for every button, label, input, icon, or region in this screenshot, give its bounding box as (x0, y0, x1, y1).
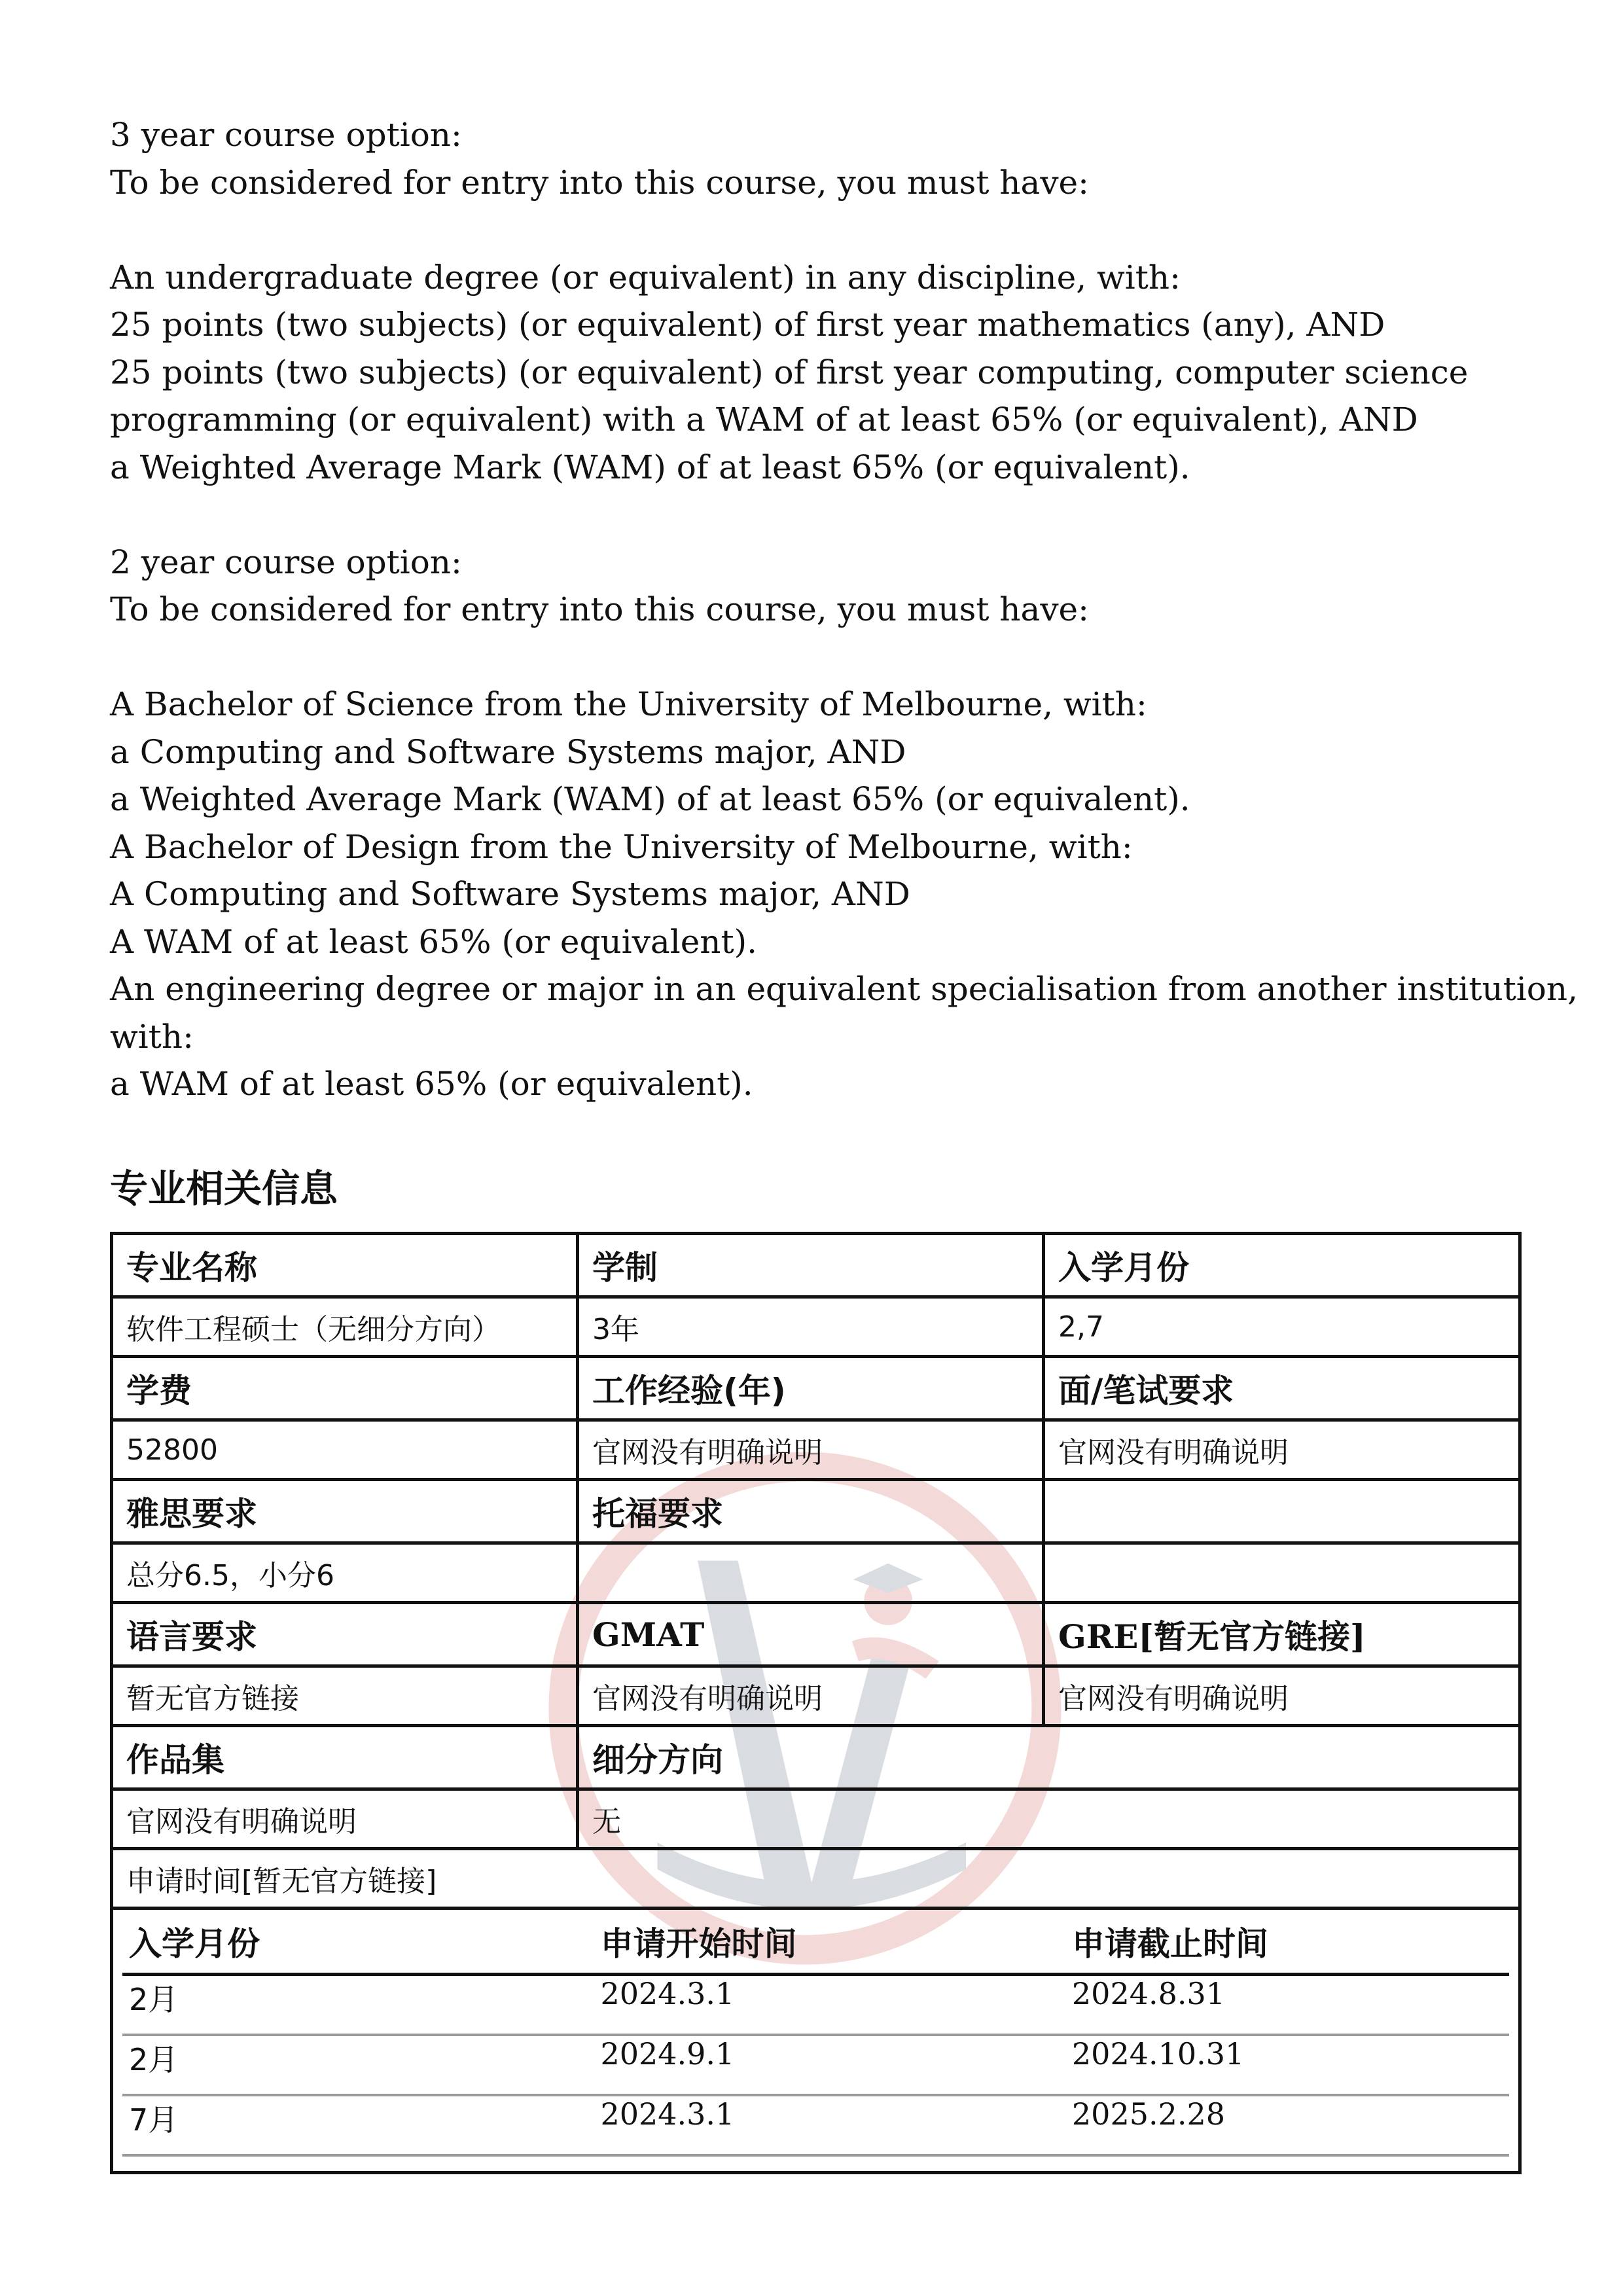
gmat-value: 官网没有明确说明 (578, 1666, 1044, 1726)
two-year-line: a Computing and Software Systems major, AND (110, 732, 906, 771)
apply-start: 2024.3.1 (594, 1975, 1065, 2036)
ielts-label: 雅思要求 (112, 1480, 578, 1543)
apply-end-header: 申请截止时间 (1065, 1910, 1509, 1975)
intake-month: 2月 (122, 2035, 594, 2095)
section-title: 专业相关信息 (110, 1166, 338, 1211)
intake-month-header: 入学月份 (122, 1910, 594, 1975)
two-year-line: A Bachelor of Design from the University of Melbourne, with: (110, 827, 1133, 866)
intake-month: 2月 (122, 1975, 594, 2036)
portfolio-label: 作品集 (112, 1726, 578, 1789)
two-year-line: a Weighted Average Mark (WAM) of at least 65% (or equivalent). (110, 780, 1190, 818)
program-info-table (110, 1232, 1522, 2174)
ielts-value: 总分6.5，小分6 (112, 1543, 578, 1603)
gmat-label: GMAT (578, 1603, 1044, 1666)
apply-start: 2024.9.1 (594, 2035, 1065, 2095)
apply-end: 2025.2.28 (1065, 2095, 1509, 2155)
program-name-value: 软件工程硕士（无细分方向） (112, 1297, 578, 1357)
two-year-line: with: (110, 1017, 194, 1056)
tuition-value: 52800 (112, 1420, 578, 1480)
two-year-line: a WAM of at least 65% (or equivalent). (110, 1065, 753, 1103)
apply-end: 2024.10.31 (1065, 2035, 1509, 2095)
three-year-heading: 3 year course option: (110, 116, 462, 154)
tuition-label: 学费 (112, 1357, 578, 1420)
three-year-line: An undergraduate degree (or equivalent) in any discipline, with: (110, 258, 1181, 296)
gre-value: 官网没有明确说明 (1044, 1666, 1520, 1726)
table-row (122, 2035, 1509, 2095)
three-year-line: 25 points (two subjects) (or equivalent) of first year mathematics (any), AND (110, 306, 1385, 344)
application-dates-table (122, 1910, 1509, 2157)
specialisation-value: 无 (578, 1789, 1520, 1849)
apply-start-header: 申请开始时间 (594, 1910, 1065, 1975)
two-year-intro: To be considered for entry into this course, you must have: (110, 590, 1089, 628)
intake-value: 2,7 (1044, 1297, 1520, 1357)
portfolio-value: 官网没有明确说明 (112, 1789, 578, 1849)
three-year-line: a Weighted Average Mark (WAM) of at least 65% (or equivalent). (110, 448, 1190, 486)
interview-label: 面/笔试要求 (1044, 1357, 1520, 1420)
intake-label: 入学月份 (1044, 1234, 1520, 1297)
entry-requirements (110, 111, 1578, 1108)
two-year-line: A Computing and Software Systems major, AND (110, 875, 910, 913)
two-year-heading: 2 year course option: (110, 543, 462, 581)
program-name-label: 专业名称 (112, 1234, 578, 1297)
interview-value: 官网没有明确说明 (1044, 1420, 1520, 1480)
two-year-line: A Bachelor of Science from the University of Melbourne, with: (110, 685, 1147, 723)
gre-label: GRE[暂无官方链接] (1044, 1603, 1520, 1666)
language-label: 语言要求 (112, 1603, 578, 1666)
table-row (122, 1975, 1509, 2036)
empty-cell (1044, 1480, 1520, 1543)
apply-time-label: 申请时间[暂无官方链接] (112, 1849, 1520, 1909)
three-year-line: 25 points (two subjects) (or equivalent) of first year computing, computer science (110, 353, 1469, 391)
duration-label: 学制 (578, 1234, 1044, 1297)
toefl-label: 托福要求 (578, 1480, 1044, 1543)
two-year-line: A WAM of at least 65% (or equivalent). (110, 922, 757, 961)
specialisation-label: 细分方向 (578, 1726, 1520, 1789)
two-year-line: An engineering degree or major in an equivalent specialisation from another institution, (110, 970, 1578, 1008)
apply-end: 2024.8.31 (1065, 1975, 1509, 2036)
table-row (122, 2095, 1509, 2155)
empty-cell (1044, 1543, 1520, 1603)
toefl-value (578, 1543, 1044, 1603)
intake-month: 7月 (122, 2095, 594, 2155)
language-value: 暂无官方链接 (112, 1666, 578, 1726)
three-year-intro: To be considered for entry into this course, you must have: (110, 163, 1089, 202)
apply-start: 2024.3.1 (594, 2095, 1065, 2155)
duration-value: 3年 (578, 1297, 1044, 1357)
work-exp-label: 工作经验(年) (578, 1357, 1044, 1420)
application-dates-cell (112, 1909, 1520, 2173)
work-exp-value: 官网没有明确说明 (578, 1420, 1044, 1480)
three-year-line: programming (or equivalent) with a WAM of at least 65% (or equivalent), AND (110, 401, 1418, 439)
